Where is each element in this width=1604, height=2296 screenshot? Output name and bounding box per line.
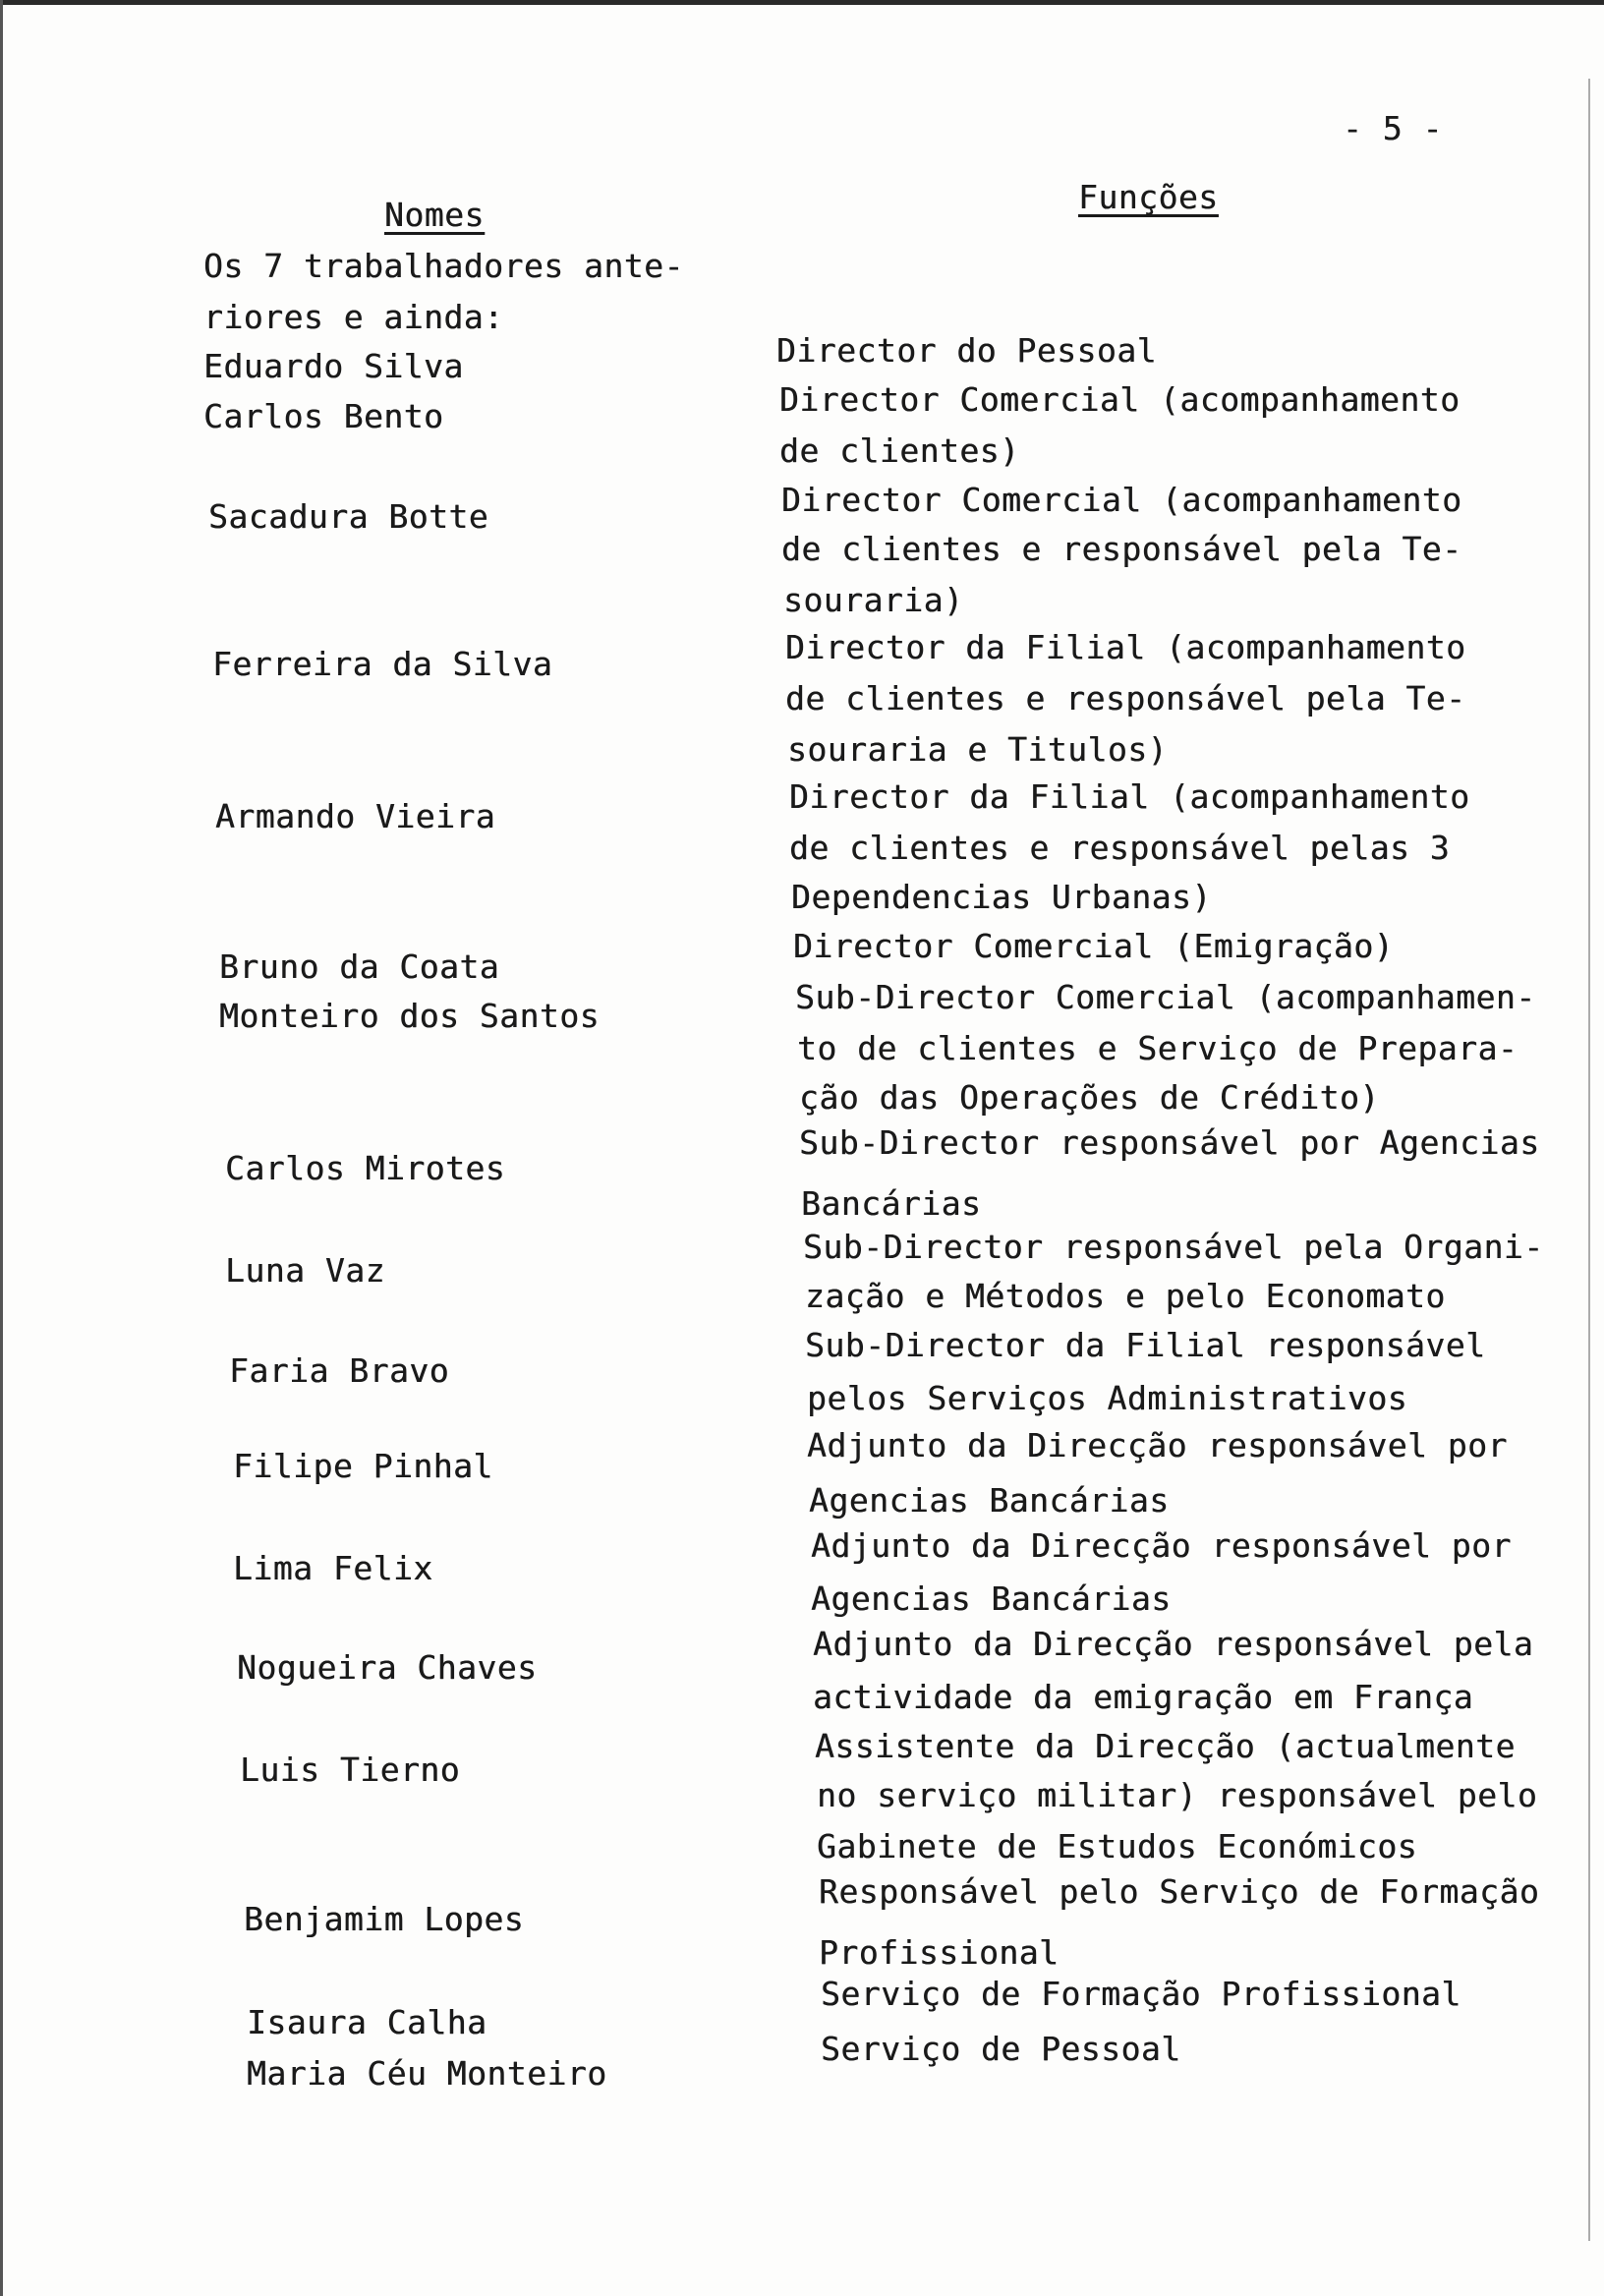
function-line: de clientes) — [779, 431, 1020, 470]
function-line: Sub-Director Comercial (acompanhamen- — [795, 978, 1536, 1016]
employee-name: Monteiro dos Santos — [219, 997, 600, 1035]
names-header: Nomes — [384, 196, 485, 234]
function-line: Adjunto da Direcção responsável por — [811, 1526, 1512, 1565]
employee-name: Luna Vaz — [225, 1251, 385, 1290]
function-line: Director Comercial (acompanhamento — [781, 481, 1462, 519]
function-line: Agencias Bancárias — [811, 1579, 1172, 1618]
function-line: souraria e Titulos) — [787, 730, 1168, 769]
functions-header: Funções — [1078, 178, 1219, 216]
function-line: Sub-Director responsável por Agencias — [799, 1123, 1540, 1162]
function-line: Bancárias — [801, 1184, 982, 1223]
employee-name: Nogueira Chaves — [237, 1648, 538, 1687]
function-line: Agencias Bancárias — [809, 1481, 1170, 1520]
scan-top-edge — [0, 0, 1604, 5]
function-line: Dependencias Urbanas) — [791, 878, 1212, 916]
function-line: de clientes e responsável pela Te- — [785, 679, 1466, 718]
function-line: actividade da emigração em França — [813, 1678, 1474, 1716]
function-line: Director Comercial (Emigração) — [793, 927, 1395, 965]
employee-name: Ferreira da Silva — [212, 645, 553, 683]
function-line: Serviço de Pessoal — [821, 2030, 1181, 2068]
function-line: Adjunto da Direcção responsável pela — [813, 1625, 1534, 1663]
intro-line: riores e ainda: — [203, 298, 504, 336]
function-line: ção das Operações de Crédito) — [799, 1078, 1380, 1117]
page-number: - 5 - — [1343, 109, 1443, 147]
employee-name: Carlos Mirotes — [225, 1149, 506, 1187]
function-line: Sub-Director responsável pela Organi- — [803, 1228, 1544, 1266]
employee-name: Eduardo Silva — [203, 347, 464, 385]
employee-name: Benjamim Lopes — [244, 1900, 525, 1938]
function-line: to de clientes e Serviço de Prepara- — [797, 1029, 1518, 1067]
function-line: de clientes e responsável pela Te- — [781, 530, 1462, 568]
function-line: Gabinete de Estudos Económicos — [817, 1827, 1418, 1866]
employee-name: Carlos Bento — [203, 397, 444, 435]
employee-name: Bruno da Coata — [219, 947, 500, 986]
employee-name: Armando Vieira — [215, 797, 496, 835]
scan-left-edge — [0, 0, 3, 2296]
function-line: Adjunto da Direcção responsável por — [807, 1426, 1508, 1464]
function-line: Director da Filial (acompanhamento — [785, 628, 1466, 666]
function-line: no serviço militar) responsável pelo — [817, 1776, 1538, 1814]
function-line: zação e Métodos e pelo Economato — [805, 1277, 1446, 1315]
intro-line: Os 7 trabalhadores ante- — [203, 247, 684, 285]
function-line: souraria) — [783, 581, 964, 619]
function-line: Director Comercial (acompanhamento — [779, 380, 1461, 419]
function-line: Director do Pessoal — [776, 331, 1157, 370]
function-line: de clientes e responsável pelas 3 — [789, 829, 1451, 867]
function-line: Responsável pelo Serviço de Formação — [819, 1872, 1540, 1911]
employee-name: Isaura Calha — [247, 2003, 487, 2041]
employee-name: Luis Tierno — [240, 1751, 461, 1789]
function-line: Sub-Director da Filial responsável — [805, 1326, 1486, 1364]
employee-name: Sacadura Botte — [208, 497, 489, 536]
employee-name: Maria Céu Monteiro — [247, 2054, 607, 2093]
function-line: Serviço de Formação Profissional — [821, 1975, 1461, 2013]
function-line: Director da Filial (acompanhamento — [789, 777, 1470, 816]
scan-right-edge — [1588, 79, 1590, 2241]
employee-name: Filipe Pinhal — [233, 1447, 493, 1485]
function-line: pelos Serviços Administrativos — [807, 1379, 1408, 1417]
function-line: Profissional — [819, 1933, 1060, 1972]
function-line: Assistente da Direcção (actualmente — [815, 1727, 1516, 1765]
employee-name: Lima Felix — [233, 1549, 433, 1587]
employee-name: Faria Bravo — [229, 1351, 450, 1390]
